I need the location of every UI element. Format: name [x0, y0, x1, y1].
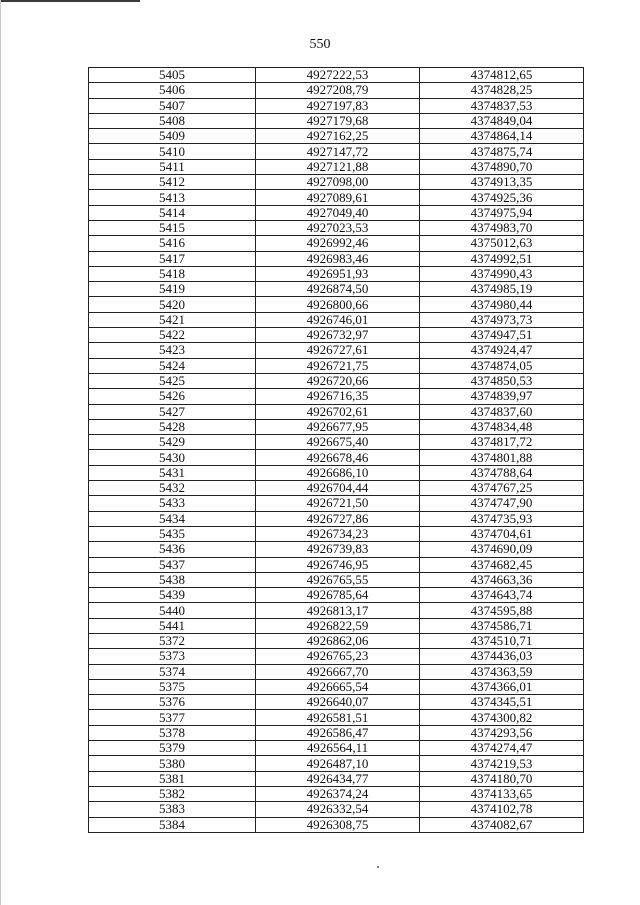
point-number-cell: 5421: [89, 312, 256, 327]
coordinates-table-body: [89, 68, 584, 833]
table-row: [89, 266, 584, 281]
y-coordinate-cell: 4374924,47: [420, 343, 584, 358]
point-number-cell: 5406: [89, 83, 256, 98]
x-coordinate-cell: 4926734,23: [256, 526, 420, 541]
table-row: [89, 205, 584, 220]
x-coordinate-cell: 4926732,97: [256, 328, 420, 343]
y-coordinate-cell: 4374219,53: [420, 756, 584, 771]
y-coordinate-cell: 4374586,71: [420, 618, 584, 633]
y-coordinate-cell: 4374913,35: [420, 175, 584, 190]
point-number-cell: 5376: [89, 695, 256, 710]
y-coordinate-cell: 4374864,14: [420, 129, 584, 144]
x-coordinate-cell: 4926720,66: [256, 373, 420, 388]
point-number-cell: 5384: [89, 817, 256, 832]
point-number-cell: 5373: [89, 649, 256, 664]
x-coordinate-cell: 4926686,10: [256, 465, 420, 480]
coordinates-table: [88, 67, 584, 833]
table-row: [89, 603, 584, 618]
point-number-cell: 5432: [89, 481, 256, 496]
scan-speck: [377, 866, 379, 868]
point-number-cell: 5426: [89, 389, 256, 404]
point-number-cell: 5429: [89, 435, 256, 450]
x-coordinate-cell: 4926702,61: [256, 404, 420, 419]
point-number-cell: 5431: [89, 465, 256, 480]
point-number-cell: 5372: [89, 633, 256, 648]
x-coordinate-cell: 4926677,95: [256, 419, 420, 434]
y-coordinate-cell: 4374363,59: [420, 664, 584, 679]
table-row: [89, 710, 584, 725]
point-number-cell: 5441: [89, 618, 256, 633]
table-row: [89, 129, 584, 144]
table-row: [89, 588, 584, 603]
y-coordinate-cell: 4374849,04: [420, 113, 584, 128]
y-coordinate-cell: 4374345,51: [420, 695, 584, 710]
x-coordinate-cell: 4926822,59: [256, 618, 420, 633]
x-coordinate-cell: 4926727,86: [256, 511, 420, 526]
x-coordinate-cell: 4927197,83: [256, 98, 420, 113]
table-row: [89, 802, 584, 817]
point-number-cell: 5423: [89, 343, 256, 358]
table-row: [89, 725, 584, 740]
y-coordinate-cell: 4374985,19: [420, 282, 584, 297]
y-coordinate-cell: 4374133,65: [420, 786, 584, 801]
table-row: [89, 312, 584, 327]
table-row: [89, 358, 584, 373]
y-coordinate-cell: 4374180,70: [420, 771, 584, 786]
point-number-cell: 5374: [89, 664, 256, 679]
y-coordinate-cell: 4374366,01: [420, 679, 584, 694]
y-coordinate-cell: 4374817,72: [420, 435, 584, 450]
point-number-cell: 5437: [89, 557, 256, 572]
table-row: [89, 542, 584, 557]
table-row: [89, 618, 584, 633]
x-coordinate-cell: 4926746,01: [256, 312, 420, 327]
table-row: [89, 679, 584, 694]
y-coordinate-cell: 4374663,36: [420, 572, 584, 587]
point-number-cell: 5424: [89, 358, 256, 373]
x-coordinate-cell: 4926813,17: [256, 603, 420, 618]
x-coordinate-cell: 4926434,77: [256, 771, 420, 786]
x-coordinate-cell: 4927208,79: [256, 83, 420, 98]
x-coordinate-cell: 4926721,75: [256, 358, 420, 373]
x-coordinate-cell: 4926800,66: [256, 297, 420, 312]
point-number-cell: 5378: [89, 725, 256, 740]
point-number-cell: 5425: [89, 373, 256, 388]
table-row: [89, 817, 584, 832]
x-coordinate-cell: 4926785,64: [256, 588, 420, 603]
y-coordinate-cell: 4374839,97: [420, 389, 584, 404]
x-coordinate-cell: 4927023,53: [256, 220, 420, 235]
point-number-cell: 5415: [89, 220, 256, 235]
y-coordinate-cell: 4374436,03: [420, 649, 584, 664]
point-number-cell: 5417: [89, 251, 256, 266]
table-row: [89, 557, 584, 572]
table-row: [89, 190, 584, 205]
point-number-cell: 5381: [89, 771, 256, 786]
y-coordinate-cell: 4374747,90: [420, 496, 584, 511]
table-row: [89, 175, 584, 190]
x-coordinate-cell: 4926665,54: [256, 679, 420, 694]
point-number-cell: 5379: [89, 741, 256, 756]
x-coordinate-cell: 4927222,53: [256, 68, 420, 83]
table-row: [89, 496, 584, 511]
point-number-cell: 5422: [89, 328, 256, 343]
x-coordinate-cell: 4926727,61: [256, 343, 420, 358]
point-number-cell: 5428: [89, 419, 256, 434]
y-coordinate-cell: 4374704,61: [420, 526, 584, 541]
y-coordinate-cell: 4374850,53: [420, 373, 584, 388]
table-row: [89, 450, 584, 465]
point-number-cell: 5420: [89, 297, 256, 312]
y-coordinate-cell: 4374682,45: [420, 557, 584, 572]
table-row: [89, 756, 584, 771]
table-row: [89, 328, 584, 343]
scan-edge-left: [0, 0, 1, 905]
x-coordinate-cell: 4926874,50: [256, 282, 420, 297]
point-number-cell: 5405: [89, 68, 256, 83]
table-row: [89, 373, 584, 388]
table-row: [89, 343, 584, 358]
x-coordinate-cell: 4927089,61: [256, 190, 420, 205]
x-coordinate-cell: 4926746,95: [256, 557, 420, 572]
table-row: [89, 159, 584, 174]
y-coordinate-cell: 4374975,94: [420, 205, 584, 220]
y-coordinate-cell: 4374510,71: [420, 633, 584, 648]
table-row: [89, 695, 584, 710]
point-number-cell: 5436: [89, 542, 256, 557]
point-number-cell: 5416: [89, 236, 256, 251]
y-coordinate-cell: 4374735,93: [420, 511, 584, 526]
x-coordinate-cell: 4926374,24: [256, 786, 420, 801]
table-row: [89, 220, 584, 235]
point-number-cell: 5382: [89, 786, 256, 801]
y-coordinate-cell: 4374801,88: [420, 450, 584, 465]
point-number-cell: 5408: [89, 113, 256, 128]
x-coordinate-cell: 4926992,46: [256, 236, 420, 251]
point-number-cell: 5439: [89, 588, 256, 603]
table-row: [89, 83, 584, 98]
point-number-cell: 5413: [89, 190, 256, 205]
y-coordinate-cell: 4374875,74: [420, 144, 584, 159]
x-coordinate-cell: 4926716,35: [256, 389, 420, 404]
table-row: [89, 113, 584, 128]
table-row: [89, 297, 584, 312]
x-coordinate-cell: 4927049,40: [256, 205, 420, 220]
table-row: [89, 419, 584, 434]
table-row: [89, 572, 584, 587]
table-row: [89, 236, 584, 251]
table-row: [89, 664, 584, 679]
y-coordinate-cell: 4374925,36: [420, 190, 584, 205]
y-coordinate-cell: 4374828,25: [420, 83, 584, 98]
table-row: [89, 282, 584, 297]
x-coordinate-cell: 4926739,83: [256, 542, 420, 557]
table-row: [89, 786, 584, 801]
y-coordinate-cell: 4374947,51: [420, 328, 584, 343]
y-coordinate-cell: 4374973,73: [420, 312, 584, 327]
x-coordinate-cell: 4926951,93: [256, 266, 420, 281]
point-number-cell: 5419: [89, 282, 256, 297]
point-number-cell: 5407: [89, 98, 256, 113]
x-coordinate-cell: 4927179,68: [256, 113, 420, 128]
y-coordinate-cell: 4374690,09: [420, 542, 584, 557]
table-row: [89, 633, 584, 648]
x-coordinate-cell: 4926983,46: [256, 251, 420, 266]
table-row: [89, 144, 584, 159]
table-row: [89, 465, 584, 480]
x-coordinate-cell: 4926765,55: [256, 572, 420, 587]
y-coordinate-cell: 4374834,48: [420, 419, 584, 434]
x-coordinate-cell: 4927162,25: [256, 129, 420, 144]
x-coordinate-cell: 4926721,50: [256, 496, 420, 511]
point-number-cell: 5410: [89, 144, 256, 159]
y-coordinate-cell: 4374890,70: [420, 159, 584, 174]
x-coordinate-cell: 4926586,47: [256, 725, 420, 740]
table-row: [89, 741, 584, 756]
x-coordinate-cell: 4927098,00: [256, 175, 420, 190]
y-coordinate-cell: 4374837,60: [420, 404, 584, 419]
y-coordinate-cell: 4374643,74: [420, 588, 584, 603]
point-number-cell: 5440: [89, 603, 256, 618]
scan-edge-top: [0, 0, 140, 2]
page-number: 550: [309, 37, 331, 52]
y-coordinate-cell: 4374102,78: [420, 802, 584, 817]
point-number-cell: 5418: [89, 266, 256, 281]
y-coordinate-cell: 4374788,64: [420, 465, 584, 480]
point-number-cell: 5438: [89, 572, 256, 587]
point-number-cell: 5434: [89, 511, 256, 526]
y-coordinate-cell: 4374990,43: [420, 266, 584, 281]
point-number-cell: 5411: [89, 159, 256, 174]
table-row: [89, 526, 584, 541]
y-coordinate-cell: 4375012,63: [420, 236, 584, 251]
x-coordinate-cell: 4926487,10: [256, 756, 420, 771]
x-coordinate-cell: 4926862,06: [256, 633, 420, 648]
y-coordinate-cell: 4374992,51: [420, 251, 584, 266]
x-coordinate-cell: 4926765,23: [256, 649, 420, 664]
table-row: [89, 511, 584, 526]
point-number-cell: 5412: [89, 175, 256, 190]
y-coordinate-cell: 4374293,56: [420, 725, 584, 740]
x-coordinate-cell: 4926581,51: [256, 710, 420, 725]
point-number-cell: 5377: [89, 710, 256, 725]
table-row: [89, 68, 584, 83]
x-coordinate-cell: 4926667,70: [256, 664, 420, 679]
y-coordinate-cell: 4374837,53: [420, 98, 584, 113]
y-coordinate-cell: 4374082,67: [420, 817, 584, 832]
x-coordinate-cell: 4926678,46: [256, 450, 420, 465]
table-row: [89, 435, 584, 450]
point-number-cell: 5380: [89, 756, 256, 771]
y-coordinate-cell: 4374595,88: [420, 603, 584, 618]
y-coordinate-cell: 4374274,47: [420, 741, 584, 756]
table-row: [89, 98, 584, 113]
table-row: [89, 649, 584, 664]
point-number-cell: 5427: [89, 404, 256, 419]
table-row: [89, 771, 584, 786]
point-number-cell: 5375: [89, 679, 256, 694]
x-coordinate-cell: 4926564,11: [256, 741, 420, 756]
point-number-cell: 5433: [89, 496, 256, 511]
y-coordinate-cell: 4374983,70: [420, 220, 584, 235]
x-coordinate-cell: 4927147,72: [256, 144, 420, 159]
x-coordinate-cell: 4926675,40: [256, 435, 420, 450]
table-row: [89, 481, 584, 496]
table-row: [89, 251, 584, 266]
y-coordinate-cell: 4374980,44: [420, 297, 584, 312]
y-coordinate-cell: 4374874,05: [420, 358, 584, 373]
y-coordinate-cell: 4374812,65: [420, 68, 584, 83]
point-number-cell: 5435: [89, 526, 256, 541]
x-coordinate-cell: 4926704,44: [256, 481, 420, 496]
table-row: [89, 389, 584, 404]
point-number-cell: 5383: [89, 802, 256, 817]
y-coordinate-cell: 4374300,82: [420, 710, 584, 725]
table-row: [89, 404, 584, 419]
point-number-cell: 5414: [89, 205, 256, 220]
y-coordinate-cell: 4374767,25: [420, 481, 584, 496]
x-coordinate-cell: 4926332,54: [256, 802, 420, 817]
point-number-cell: 5409: [89, 129, 256, 144]
x-coordinate-cell: 4926308,75: [256, 817, 420, 832]
x-coordinate-cell: 4926640,07: [256, 695, 420, 710]
x-coordinate-cell: 4927121,88: [256, 159, 420, 174]
point-number-cell: 5430: [89, 450, 256, 465]
